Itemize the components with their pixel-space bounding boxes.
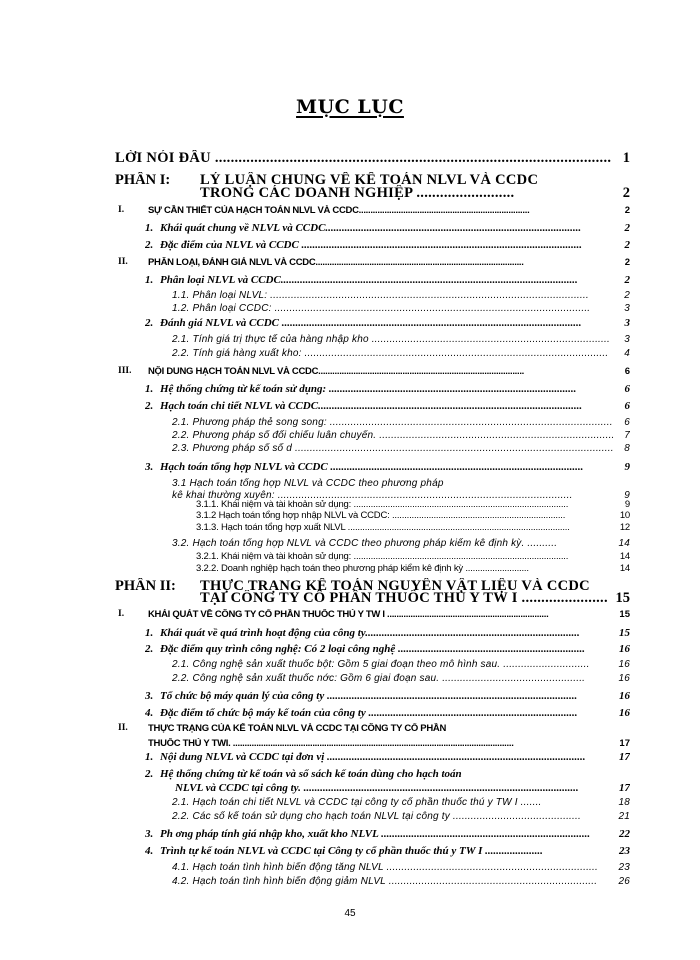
toc-entry bbox=[0, 690, 700, 704]
toc-entry-text: Hạch toán chi tiết NLVL và CCDC................................................................................................ bbox=[160, 400, 583, 412]
toc-entry-number: II. bbox=[118, 723, 128, 733]
toc-entry-text: Trình tự kế toán NLVL và CCDC tại Công ty cổ phần thuốc thú y TW I ..................... bbox=[160, 845, 543, 857]
toc-entry bbox=[0, 348, 700, 362]
toc-entry-page: 23 bbox=[618, 862, 630, 873]
toc-entry-number: 2. bbox=[145, 239, 154, 251]
toc-entry-text: 3.1.1. Khái niệm và tài khoản sử dụng: ........................................................................................ bbox=[196, 499, 569, 510]
toc-entry-text: 2.2. Công nghệ sản xuất thuốc nớc: Gồm 6 giai đoạn sau. ................................................ bbox=[172, 673, 586, 684]
toc-entry-number: 2. bbox=[145, 768, 154, 780]
toc-entry-text: 2.3. Phương pháp sổ số d ........................................................................................................... bbox=[172, 443, 614, 454]
toc-entry-page: 9 bbox=[624, 461, 630, 473]
toc-entry-page: 2 bbox=[624, 290, 630, 301]
toc-entry-number: PHẦN I: bbox=[115, 172, 171, 188]
toc-entry bbox=[0, 845, 700, 859]
toc-entry-text: 2.1. Tính giá trị thực tế của hàng nhập kho ................................................................................ bbox=[172, 334, 610, 345]
toc-entry-number: I. bbox=[118, 609, 125, 619]
toc-entry-text: THỰC TRẠNG CỦA KẾ TOÁN NLVL VÀ CCDC TẠI CÔNG TY CỔ PHẦN bbox=[148, 723, 447, 734]
toc-entry bbox=[0, 723, 700, 737]
toc-entry-text: 2.1. Phương pháp thẻ song song: ............................................................................................... bbox=[172, 417, 613, 428]
toc-entry-text: Đặc điểm quy trình công nghệ: Có 2 loại công nghệ .................................................................... bbox=[160, 643, 586, 655]
toc-entry bbox=[0, 290, 700, 304]
toc-entry-text: Hệ thống chứng từ kế toán sử dụng: .......................................................................................... bbox=[160, 383, 577, 395]
toc-entry bbox=[0, 150, 700, 164]
toc-entry bbox=[0, 366, 700, 380]
toc-entry-text: THUỐC THÚ Y TWI. ........................................................................................................................ bbox=[148, 738, 514, 749]
toc-entry-page: 3 bbox=[624, 334, 630, 345]
toc-entry bbox=[0, 400, 700, 414]
toc-entry-page: 18 bbox=[618, 797, 630, 808]
toc-entry-text: 3.1.2 Hạch toán tổng hợp nhập NLVL và CCDC: ....................................................................... bbox=[196, 510, 566, 521]
toc-entry-text: Nội dung NLVL và CCDC tại đơn vị .............................................................................................. bbox=[160, 751, 586, 763]
toc-entry-page: 2 bbox=[624, 222, 630, 234]
toc-entry bbox=[0, 876, 700, 890]
toc-entry-page: 6 bbox=[624, 417, 630, 428]
toc-entry-page: 3 bbox=[624, 317, 630, 329]
toc-entry-text: NLVL và CCDC tại công ty. .................................................................................................... bbox=[175, 782, 579, 794]
toc-entry bbox=[0, 811, 700, 825]
toc-entry bbox=[0, 563, 700, 577]
toc-entry bbox=[0, 239, 700, 253]
toc-entry-number: 2. bbox=[145, 317, 154, 329]
toc-entry-text: NỘI DUNG HẠCH TOÁN NLVL VÀ CCDC........................................................................................ bbox=[148, 366, 525, 377]
toc-entry-number: 2. bbox=[145, 400, 154, 412]
toc-entry bbox=[0, 172, 700, 186]
toc-entry-number: II. bbox=[118, 257, 128, 267]
toc-entry-page: 2 bbox=[624, 274, 630, 286]
toc-entry-text: 2.1. Công nghệ sản xuất thuốc bột: Gồm 5 giai đoạn theo mô hình sau. ............................. bbox=[172, 659, 590, 670]
toc-entry-text: Hệ thống chứng từ kế toán và sổ sách kế toán dùng cho hạch toán bbox=[160, 768, 462, 780]
toc-entry bbox=[0, 590, 700, 604]
toc-entry-page: 3 bbox=[624, 303, 630, 314]
toc-entry-text: Tổ chức bộ máy quản lý của công ty ........................................................................................... bbox=[160, 690, 578, 702]
toc-entry-text: Hạch toán tổng hợp NLVL và CCDC ............................................................................................ bbox=[160, 461, 584, 473]
page-title: MỤC LỤC bbox=[296, 96, 404, 118]
toc-entry bbox=[0, 417, 700, 431]
toc-entry bbox=[0, 659, 700, 673]
toc-entry bbox=[0, 317, 700, 331]
toc-entry-text: TẠI CÔNG TY CỔ PHẦN THUỐC THÚ Y TW I ...................... bbox=[200, 590, 608, 606]
toc-entry-page: 2 bbox=[624, 257, 630, 268]
toc-entry-number: 3. bbox=[145, 828, 154, 840]
toc-entry-text: TRONG CÁC DOANH NGHIỆP ......................... bbox=[200, 185, 515, 201]
toc-entry-text: Khái quát về quá trình hoạt động của công ty.............................................................................. bbox=[160, 627, 580, 639]
toc-entry bbox=[0, 707, 700, 721]
toc-entry bbox=[0, 643, 700, 657]
toc-entry bbox=[0, 185, 700, 199]
toc-entry-text: 2.2. Phương pháp sổ đối chiếu luân chuyển. ............................................................................... bbox=[172, 430, 615, 441]
toc-entry bbox=[0, 334, 700, 348]
toc-entry bbox=[0, 461, 700, 475]
toc-entry-page: 9 bbox=[624, 490, 630, 501]
toc-entry-text: 3.1.3. Hạch toán tổng hợp xuất NLVL ........................................................................................... bbox=[196, 522, 570, 533]
toc-entry-text: PHÂN LOẠI, ĐÁNH GIÁ NLVL VÀ CCDC......................................................................................... bbox=[148, 257, 524, 268]
toc-entry-text: 1.1. Phân loại NLVL: ........................................................................................................... bbox=[172, 290, 589, 301]
toc-entry-number: 3. bbox=[145, 461, 154, 473]
toc-entry-page: 9 bbox=[624, 499, 630, 510]
toc-entry-page: 14 bbox=[619, 563, 630, 574]
toc-entry-page: 4 bbox=[624, 348, 630, 359]
toc-entry bbox=[0, 609, 700, 623]
toc-entry bbox=[0, 828, 700, 842]
toc-entry bbox=[0, 797, 700, 811]
toc-entry-number: 1. bbox=[145, 222, 154, 234]
toc-entry-page: 15 bbox=[619, 609, 630, 620]
toc-entry-page: 2 bbox=[624, 239, 630, 251]
toc-entry bbox=[0, 538, 700, 552]
toc-entry-page: 26 bbox=[618, 876, 630, 887]
toc-entry-text: 2.2. Tính giá hàng xuất kho: ...................................................................................................... bbox=[172, 348, 609, 359]
toc-entry bbox=[0, 862, 700, 876]
toc-entry bbox=[0, 205, 700, 219]
toc-entry-page: 2 bbox=[622, 185, 630, 201]
toc-entry-number: 1. bbox=[145, 751, 154, 763]
toc-entry-text: Ph ơng pháp tính giá nhập kho, xuất kho NLVL ............................................................................ bbox=[160, 828, 591, 840]
toc-entry bbox=[0, 522, 700, 536]
toc-entry bbox=[0, 257, 700, 271]
toc-entry bbox=[0, 383, 700, 397]
toc-entry bbox=[0, 673, 700, 687]
page-number: 45 bbox=[344, 908, 356, 919]
toc-entry-page: 16 bbox=[619, 707, 630, 719]
toc-entry-page: 23 bbox=[619, 845, 630, 857]
toc-entry-text: 3.2.1. Khái niệm và tài khoản sử dụng: ........................................................................................ bbox=[196, 551, 569, 562]
toc-entry bbox=[0, 430, 700, 444]
toc-entry-text: Đánh giá NLVL và CCDC ............................................................................................................. bbox=[160, 317, 582, 329]
toc-entry bbox=[0, 738, 700, 752]
toc-entry-number: 4. bbox=[145, 845, 154, 857]
toc-entry-number: 1. bbox=[145, 627, 154, 639]
toc-entry-page: 14 bbox=[619, 551, 630, 562]
toc-entry-page: 1 bbox=[622, 150, 630, 166]
toc-entry bbox=[0, 222, 700, 236]
toc-entry-page: 15 bbox=[615, 590, 630, 606]
toc-entry bbox=[0, 627, 700, 641]
toc-entry-page: 17 bbox=[619, 782, 630, 794]
toc-entry-text: LỜI NÓI ĐẦU ..................................................................................................... bbox=[115, 150, 612, 166]
toc-entry-text: THỰC TRẠNG KẾ TOÁN NGUYÊN VẬT LIỆU VÀ CCDC bbox=[200, 578, 590, 594]
toc-entry bbox=[0, 782, 700, 796]
toc-entry-number: 2. bbox=[145, 643, 154, 655]
toc-entry-page: 16 bbox=[618, 659, 630, 670]
toc-entry-text: 3.2. Hạch toán tổng hợp NLVL và CCDC theo phương pháp kiểm kê định kỳ. .......... bbox=[172, 538, 558, 549]
toc-entry bbox=[0, 768, 700, 782]
toc-entry-text: 1.2. Phân loại CCDC: .......................................................................................................... bbox=[172, 303, 591, 314]
toc-entry-text: Đặc điểm của NLVL và CCDC ...................................................................................................... bbox=[160, 239, 583, 251]
toc-entry-text: 4.1. Hạch toán tình hình biến động tăng NLVL ....................................................................... bbox=[172, 862, 598, 873]
toc-entry-page: 16 bbox=[618, 673, 630, 684]
toc-entry-page: 2 bbox=[624, 205, 630, 216]
toc-entry-number: 4. bbox=[145, 707, 154, 719]
toc-entry-text: Khái quát chung về NLVL và CCDC............................................................................................. bbox=[160, 222, 582, 234]
toc-entry-text: Đặc điểm tổ chức bộ máy kế toán của công ty ............................................................................ bbox=[160, 707, 578, 719]
toc-entry-page: 16 bbox=[619, 690, 630, 702]
toc-entry bbox=[0, 443, 700, 457]
toc-entry-number: III. bbox=[118, 366, 132, 376]
toc-entry-page: 6 bbox=[624, 400, 630, 412]
toc-entry-page: 10 bbox=[619, 510, 630, 521]
toc-entry-page: 7 bbox=[624, 430, 630, 441]
toc-entry-text: LÝ LUẬN CHUNG VỀ KẾ TOÁN NLVL VÀ CCDC bbox=[200, 172, 539, 188]
toc-entry-page: 17 bbox=[619, 751, 630, 763]
toc-entry-text: 2.2. Các sổ kế toán sử dụng cho hạch toán NLVL tại công ty ........................................... bbox=[172, 811, 581, 822]
toc-entry-page: 15 bbox=[619, 627, 630, 639]
toc-entry-page: 6 bbox=[624, 366, 630, 377]
toc-entry-page: 22 bbox=[619, 828, 630, 840]
toc-entry bbox=[0, 303, 700, 317]
toc-entry-page: 21 bbox=[618, 811, 630, 822]
toc-entry-page: 17 bbox=[619, 738, 630, 749]
toc-entry bbox=[0, 751, 700, 765]
toc-entry-text: 3.1 Hạch toán tổng hợp NLVL và CCDC theo phương pháp bbox=[172, 478, 444, 489]
toc-entry-text: SỰ CẦN THIẾT CỦA HẠCH TOÁN NLVL VÀ CCDC......................................................................... bbox=[148, 205, 530, 216]
toc-entry bbox=[0, 274, 700, 288]
toc-entry-text: Phân loại NLVL và CCDC............................................................................................................ bbox=[160, 274, 578, 286]
toc-entry-page: 6 bbox=[624, 383, 630, 395]
toc-entry-number: 1. bbox=[145, 383, 154, 395]
toc-entry-page: 16 bbox=[619, 643, 630, 655]
toc-entry-number: 1. bbox=[145, 274, 154, 286]
toc-entry-text: 3.2.2. Doanh nghiệp hạch toán theo phương pháp kiểm kê định kỳ .......................... bbox=[196, 563, 529, 574]
toc-entry-text: 2.1. Hạch toán chi tiết NLVL và CCDC tại công ty cổ phần thuốc thú y TW I ....... bbox=[172, 797, 542, 808]
toc-entry-page: 12 bbox=[619, 522, 630, 533]
toc-entry-page: 14 bbox=[618, 538, 630, 549]
toc-entry-text: KHÁI QUÁT VỀ CÔNG TY CỔ PHẦN THUỐC THÚ Y TW I ..................................................................... bbox=[148, 609, 549, 620]
toc-entry-number: I. bbox=[118, 205, 125, 215]
toc-entry-page: 8 bbox=[624, 443, 630, 454]
toc-entry-text: 4.2. Hạch toán tình hình biến động giảm NLVL ...................................................................... bbox=[172, 876, 598, 887]
toc-entry-number: 3. bbox=[145, 690, 154, 702]
toc-entry-number: PHẦN II: bbox=[115, 578, 176, 594]
toc-entry-text: kê khai thường xuyên: ................................................................................................... bbox=[172, 490, 573, 501]
